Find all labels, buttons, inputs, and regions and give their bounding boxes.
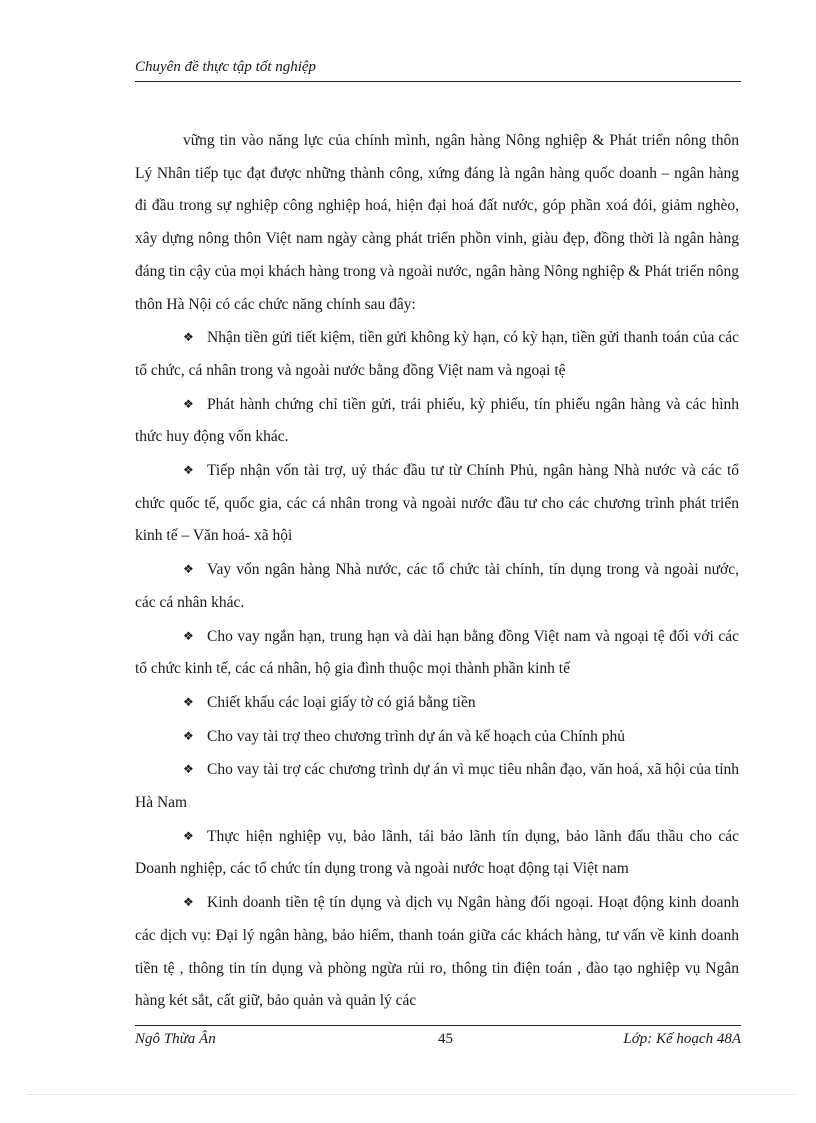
- diamond-bullet-icon: ❖: [183, 762, 194, 777]
- bullet-text: Cho vay tài trợ theo chương trình dự án và kế hoạch của Chính phủ: [207, 727, 626, 745]
- page-footer: [135, 1029, 741, 1051]
- bullet-item: [135, 753, 739, 819]
- bullet-item: [135, 553, 739, 619]
- bullet-item: [135, 454, 739, 553]
- body-text: [135, 125, 739, 1018]
- paragraph-intro: [135, 125, 739, 321]
- page-number: 45: [438, 1031, 453, 1047]
- bullet-text: Cho vay ngắn hạn, trung hạn và dài hạn bằng đồng Việt nam và ngoại tệ đối với các tổ chức kinh tế, các cá nhân, hộ gia đình thuộc mọi thành phần kinh tế: [135, 627, 739, 678]
- diamond-bullet-icon: ❖: [183, 828, 194, 843]
- diamond-bullet-icon: ❖: [183, 728, 194, 743]
- footer-author: Ngô Thừa Ân: [135, 1031, 216, 1047]
- bullet-text: Thực hiện nghiệp vụ, bảo lãnh, tái bảo lãnh tín dụng, bảo lãnh đấu thầu cho các Doanh nghiệp, các tổ chức tín dụng trong và ngoài nước hoạt động tại Việt nam: [135, 827, 739, 878]
- diamond-bullet-icon: ❖: [183, 895, 194, 910]
- paragraph-text: vững tin vào năng lực của chính mình, ngân hàng Nông nghiệp & Phát triển nông thôn Lý Nhân tiếp tục đạt được những thành công, xứng đáng là ngân hàng quốc doanh – ngân hàng đi đầu trong sự nghiệp công nghiệp hoá, hiện đại hoá đất nước, góp phần xoá đói, giảm nghèo, xây dựng nông thôn Việt nam ngày càng phát triển phồn vinh, giàu đẹp, đồng thời là ngân hàng đáng tin cậy của mọi khách hàng trong và ngoài nước, ngân hàng Nông nghiệp & Phát triển nông thôn Hà Nội có các chức năng chính sau đây:: [135, 132, 739, 313]
- bullet-text: Tiếp nhận vốn tài trợ, uỷ thác đầu tư từ Chính Phủ, ngân hàng Nhà nước và các tổ chức quốc tế, quốc gia, các cá nhân trong và ngoài nước đầu tư cho các chương trình phát triển kinh tế – Văn hoá- xã hội: [135, 462, 739, 545]
- bullet-item: [135, 388, 739, 454]
- bullet-item: [135, 820, 739, 886]
- footer-divider: [135, 1025, 741, 1026]
- diamond-bullet-icon: ❖: [183, 396, 194, 411]
- bullet-text: Vay vốn ngân hàng Nhà nước, các tổ chức tài chính, tín dụng trong và ngoài nước, các cá nhân khác.: [135, 561, 739, 611]
- footer-class: Lớp: Kế hoạch 48A: [623, 1031, 741, 1047]
- bullet-text: Cho vay tài trợ các chương trình dự án vì mục tiêu nhân đạo, văn hoá, xã hội của tỉnh Hà Nam: [135, 761, 739, 812]
- diamond-bullet-icon: ❖: [183, 463, 194, 478]
- diamond-bullet-icon: ❖: [183, 628, 194, 643]
- bullet-text: Nhận tiền gửi tiết kiệm, tiền gửi không kỳ hạn, có kỳ hạn, tiền gửi thanh toán của các tổ chức, cá nhân trong và ngoài nước bằng đồng Việt nam và ngoại tệ: [135, 329, 739, 379]
- page-header: [135, 56, 741, 82]
- bullet-text: Chiết khấu các loại giấy tờ có giá bằng tiền: [207, 693, 476, 711]
- bullet-text: Phát hành chứng chỉ tiền gửi, trái phiếu, kỳ phiếu, tín phiếu ngân hàng và các hình thức huy động vốn khác.: [135, 395, 739, 446]
- page-bottom-edge: [28, 1094, 796, 1095]
- bullet-item: [135, 620, 739, 686]
- bullet-item: [135, 886, 739, 1018]
- diamond-bullet-icon: ❖: [183, 330, 194, 345]
- bullet-item: [135, 321, 739, 387]
- header-title: Chuyên đề thực tập tốt nghiệp: [135, 59, 317, 75]
- bullet-item: [135, 686, 739, 720]
- diamond-bullet-icon: ❖: [183, 694, 194, 709]
- bullet-item: [135, 720, 739, 754]
- bullet-text: Kinh doanh tiền tệ tín dụng và dịch vụ Ngân hàng đối ngoại. Hoạt động kinh doanh các dịch vụ: Đại lý ngân hàng, bảo hiểm, thanh toán giữa các khách hàng, tư vấn về kinh doanh tiền tệ , thông tin tín dụng và phòng ngừa rủi ro, thông tin điện toán , đào tạo nghiệp vụ Ngân hàng két sắt, cất giữ, bảo quản và quản lý các: [135, 894, 739, 1010]
- diamond-bullet-icon: ❖: [183, 562, 194, 577]
